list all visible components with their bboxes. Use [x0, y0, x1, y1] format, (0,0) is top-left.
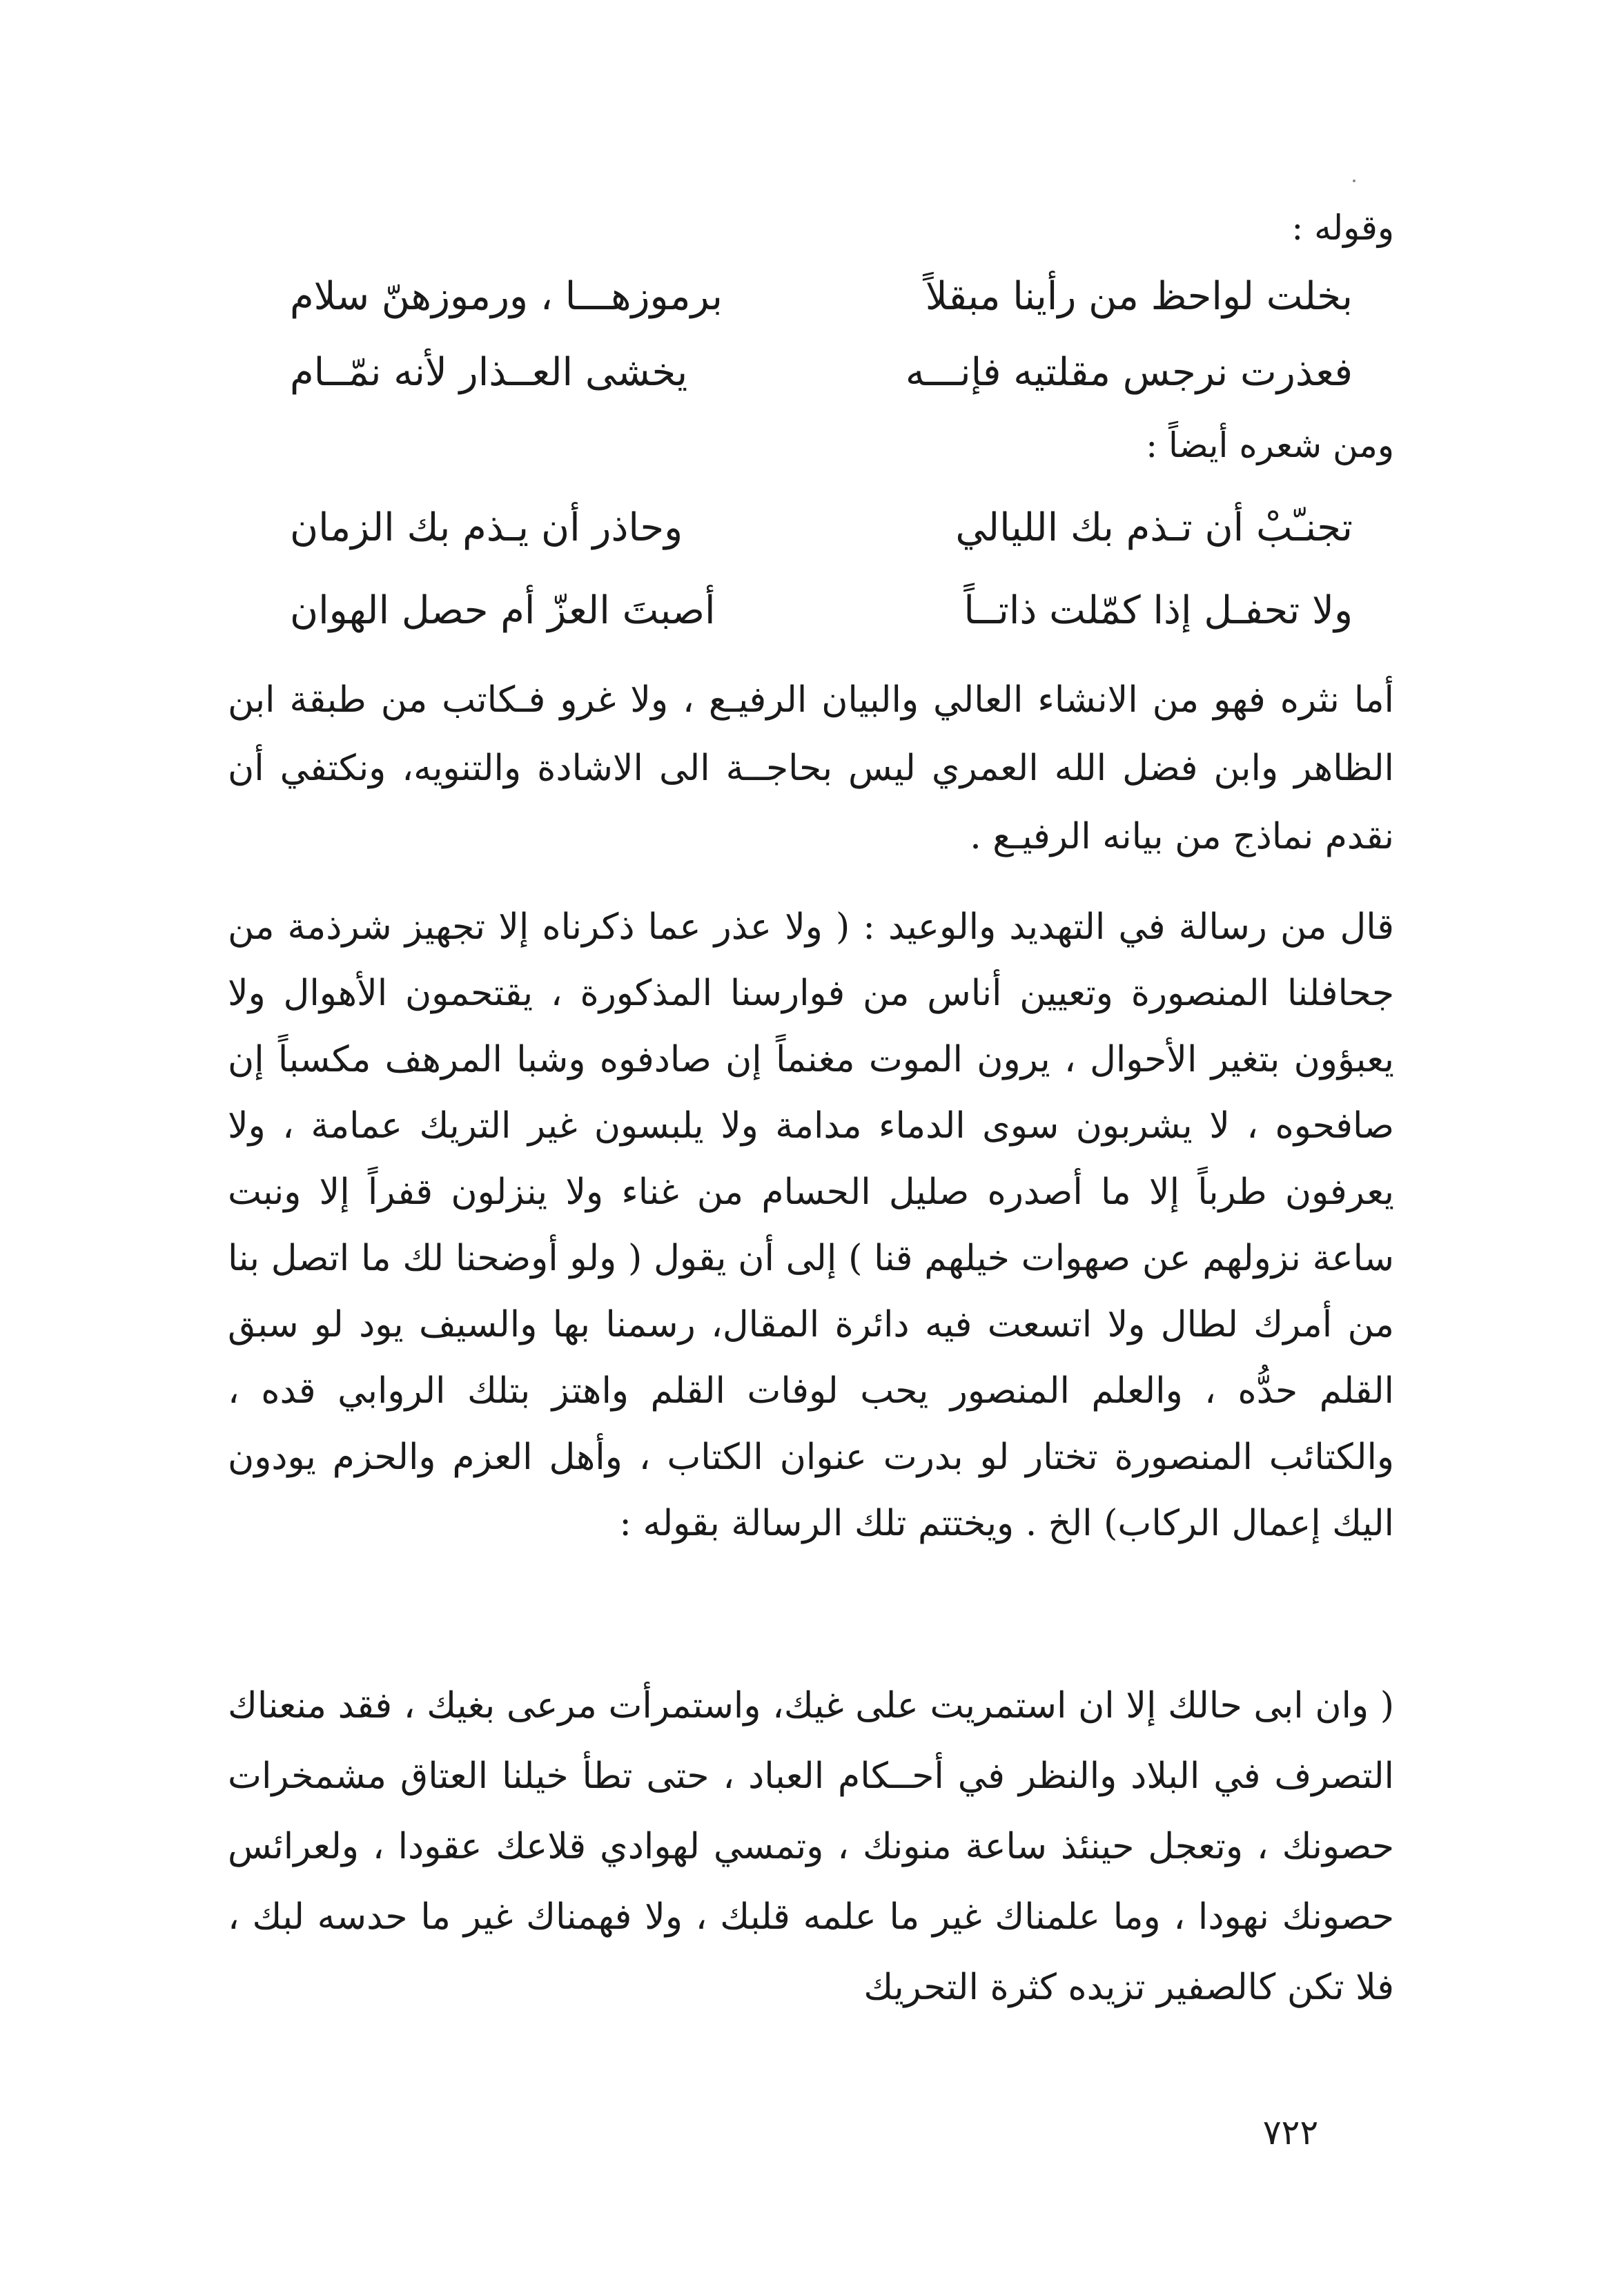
page-number: ٧٢٢ — [1262, 2112, 1319, 2152]
paragraph-text: ( وان ابى حالك إلا ان استمريت على غيك، واستمرأت مرعى بغيك ، فقد منعناك التصرف في البلاد والنظر في أحــكام العباد ، حتى تطأ خيلنا العتاق مشمخرات حصونك ، وتعجل حينئذ ساعة منونك ، وتمسي لهوادي قلاعك عقودا ، ولعرائس حصونك نهودا ، وما علمناك غير ما علمه قلبك ، ولا فهمناك غير ما حدسه لبك ، فلا تكن كالصفير تزيده كثرة التحريك — [228, 1685, 1394, 2008]
paragraph-letter-excerpt — [228, 894, 1394, 1557]
paragraph-text: قال من رسالة في التهديد والوعيد : ( ولا عذر عما ذكرناه إلا تجهيز شرذمة من جحافلنا المنصورة وتعيين أناس من فوارسنا المذكورة ، يقتحمون الأهوال ولا يعبؤون بتغير الأحوال ، يرون الموت مغنماً إن صادفوه وشبا المرهف مكسباً إن صافحوه ، لا يشربون سوى الدماء مدامة ولا يلبسون غير التريك عمامة ، ولا يعرفون طرباً إلا ما أصدره صليل الحسام من غناء ولا ينزلون قفراً إلا ونبت ساعة نزولهم عن صهوات خيلهم قنا ) إلى أن يقول ( ولو أوضحنا لك ما اتصل بنا من أمرك لطال ولا اتسعت فيه دائرة المقال، رسمنا بها والسيف يود لو سبق القلم حدُّه ، والعلم المنصور يحب لوفات القلم واهتز بتلك الروابي قده ، والكتائب المنصورة تختار لو بدرت عنوان الكتاب ، وأهل العزم والحزم يودون اليك إعمال الركاب) الخ . ويختتم تلك الرسالة بقوله : — [228, 906, 1395, 1544]
poem1-verse-2 — [290, 349, 1353, 397]
poem2-intro: ومن شعره أيضاً : — [1146, 425, 1394, 465]
verse-first-hemistich: تجنـّبْ أن تـذم بك الليالي — [955, 505, 1353, 550]
poem1-intro: وقوله : — [1291, 208, 1394, 248]
verse-first-hemistich: بخلت لواحظ من رأينا مبقلاً — [925, 274, 1353, 319]
paragraph-letter-closing — [228, 1671, 1394, 2023]
verse-second-hemistich: أصبتَ العزّ أم حصل الهوان — [290, 588, 716, 633]
poem1-verse-1 — [290, 273, 1353, 321]
paragraph-text: أما نثره فهو من الانشاء العالي والبيان الرفيـع ، ولا غرو فـكاتب من طبقة ابن الظاهر وابن فضل الله العمري ليس بحاجــة الى الاشادة والتنويه، ونكتفي أن نقدم نماذج من بيانه الرفيـع . — [228, 679, 1395, 857]
verse-first-hemistich: ولا تحفـل إذا كمّلت ذاتــاً — [963, 588, 1353, 633]
verse-first-hemistich: فعذرت نرجس مقلتيه فإنـــه — [905, 350, 1353, 395]
verse-second-hemistich: وحاذر أن يـذم بك الزمان — [290, 505, 683, 550]
verse-second-hemistich: برموزهـــا ، ورموزهنّ سلام — [290, 274, 723, 319]
scan-speck — [1353, 179, 1355, 182]
paragraph-prose-intro — [228, 666, 1394, 871]
verse-second-hemistich: يخشى العــذار لأنه نمّــام — [290, 350, 688, 395]
poem2-verse-1 — [290, 504, 1353, 552]
poem2-verse-2 — [290, 587, 1353, 635]
